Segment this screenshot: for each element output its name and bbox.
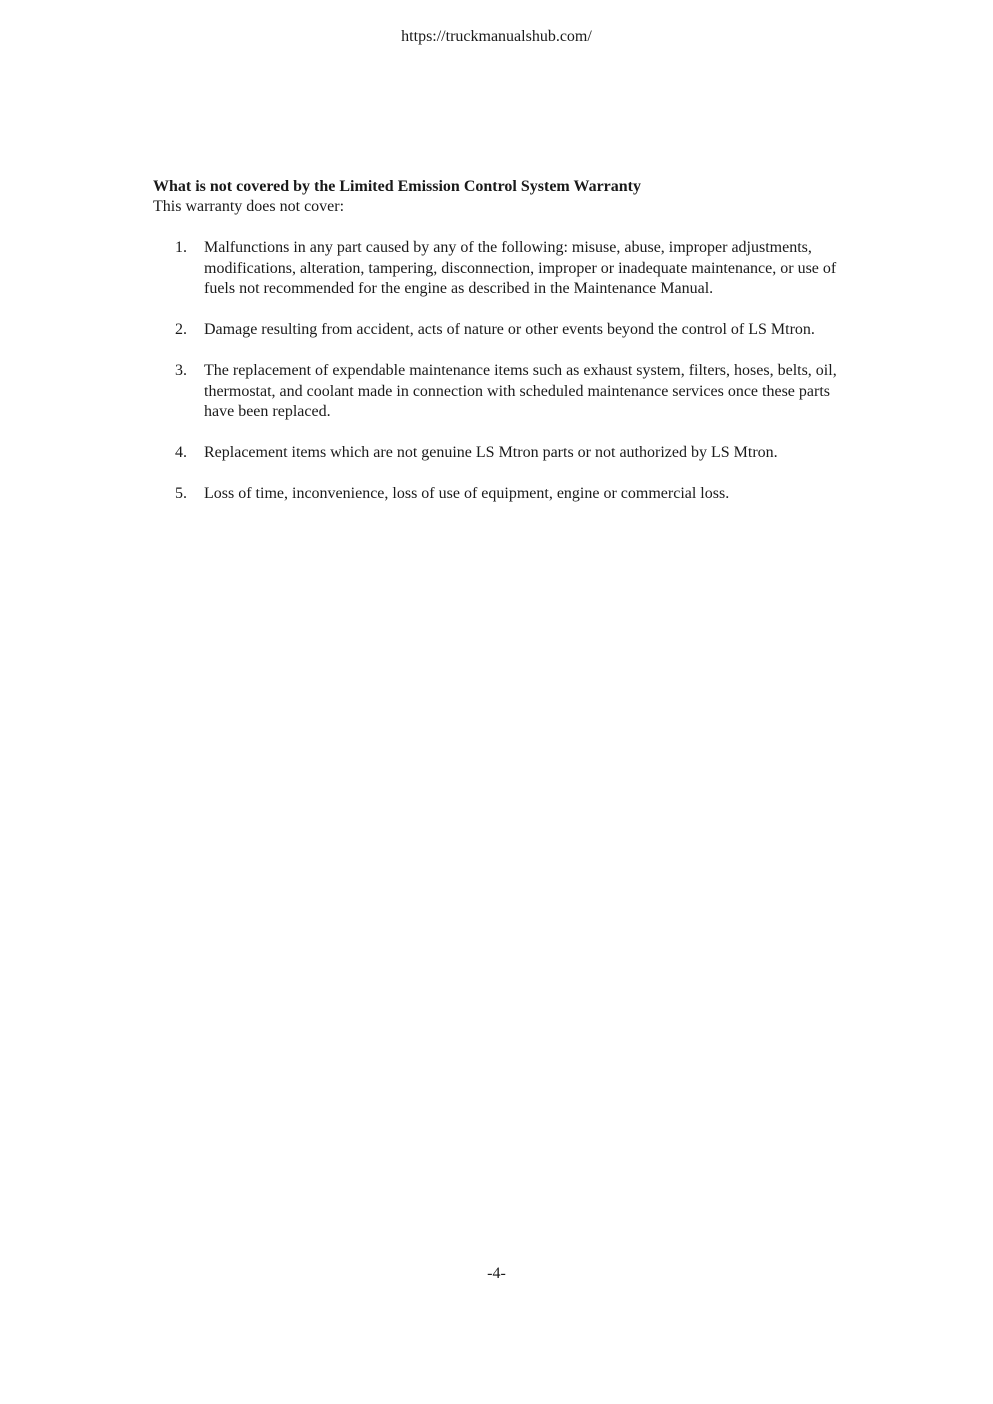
list-item — [153, 443, 843, 464]
list-item-number: 2. — [175, 321, 187, 338]
list-item — [153, 238, 843, 300]
list-item — [153, 484, 843, 505]
section-intro: This warranty does not cover: — [153, 198, 345, 215]
list-item-text: Malfunctions in any part caused by any of the following: misuse, abuse, improper adjustments, modifications, alteration, tampering, disconnection, improper or inadequate maintenance, or use of fuels not recommended for the engine as described in the Maintenance Manual. — [204, 239, 837, 297]
list-item — [153, 320, 843, 341]
list-item-text: Replacement items which are not genuine LS Mtron parts or not authorized by LS Mtron. — [204, 444, 778, 461]
list-item — [153, 361, 843, 423]
list-item-text: Damage resulting from accident, acts of nature or other events beyond the control of LS Mtron. — [204, 321, 815, 338]
exclusion-list — [153, 238, 843, 505]
warranty-section — [153, 177, 843, 525]
page-number: -4- — [487, 1265, 506, 1282]
list-item-number: 5. — [175, 485, 187, 502]
list-item-number: 1. — [175, 239, 187, 256]
section-title: What is not covered by the Limited Emission Control System Warranty — [153, 178, 642, 195]
header-url: https://truckmanualshub.com/ — [401, 28, 592, 45]
list-item-number: 4. — [175, 444, 187, 461]
list-item-text: The replacement of expendable maintenance items such as exhaust system, filters, hoses, belts, oil, thermostat, and coolant made in connection with scheduled maintenance services once these parts have been replaced. — [204, 362, 837, 420]
list-item-number: 3. — [175, 362, 187, 379]
list-item-text: Loss of time, inconvenience, loss of use of equipment, engine or commercial loss. — [204, 485, 730, 502]
